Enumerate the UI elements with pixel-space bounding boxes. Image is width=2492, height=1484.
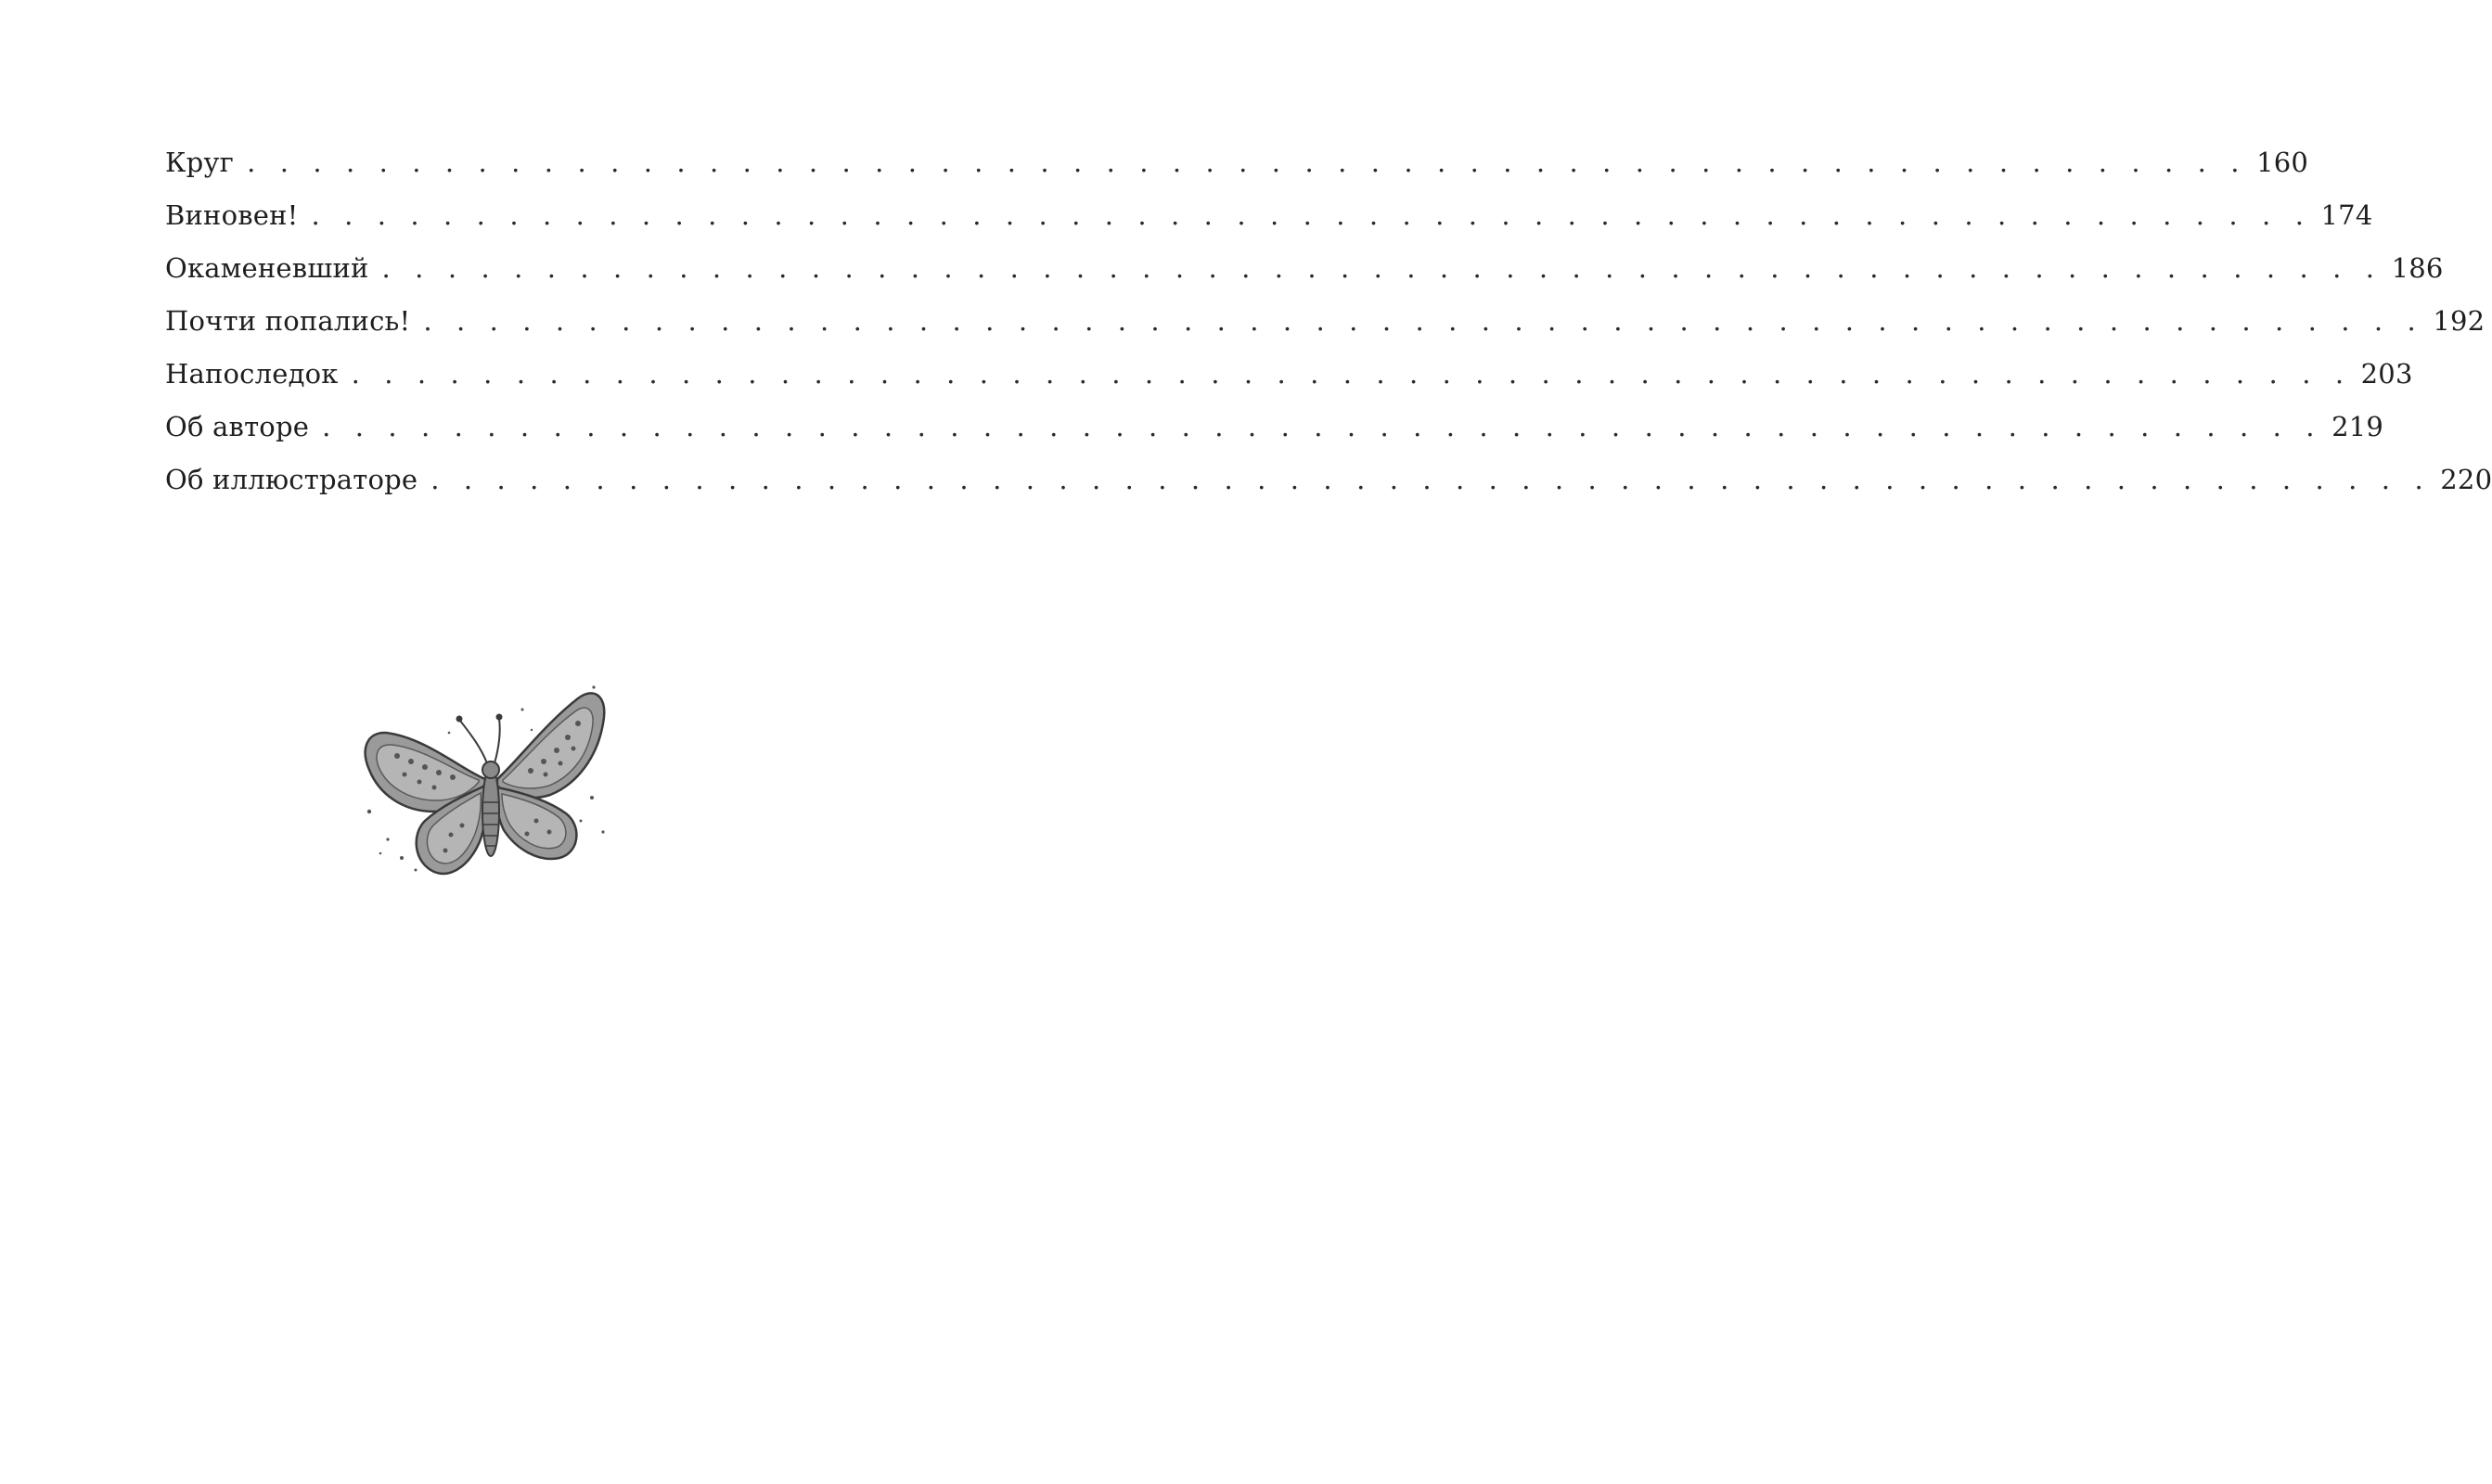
- toc-entry-page: 186: [2391, 252, 2444, 284]
- toc-entry-title: Виновен!: [165, 199, 299, 231]
- butterfly-head: [482, 761, 499, 778]
- toc-leader-dots: . . . . . . . . . . . . . . . . . . . . . . . . . . . . . . . . . . . . . . . . . . . . . . . . . . . . . . . . . . . . .: [381, 252, 2383, 284]
- toc-leader-dots: . . . . . . . . . . . . . . . . . . . . . . . . . . . . . . . . . . . . . . . . . . . . . . . . . . . . . . . . . . . . .: [311, 199, 2312, 231]
- toc-entry-krug[interactable]: [165, 141, 2309, 194]
- toc-entry-pochti-popalis[interactable]: [165, 300, 2486, 352]
- toc-entry-title: Напоследок: [165, 358, 339, 390]
- toc-entry-vinoven[interactable]: [165, 194, 2373, 247]
- table-of-contents: [165, 141, 2492, 511]
- toc-entry-page: 174: [2320, 199, 2373, 231]
- toc-leader-dots: . . . . . . . . . . . . . . . . . . . . . . . . . . . . . . . . . . . . . . . . . . . . . . . . . . . . . . . . . . . . .: [322, 411, 2323, 442]
- toc-entry-page: 220: [2440, 464, 2492, 495]
- right-antenna: [495, 719, 500, 763]
- toc-entry-title: Об иллюстраторе: [165, 464, 418, 495]
- butterfly-body: [482, 767, 499, 856]
- toc-entry-title: Окаменевший: [165, 252, 369, 284]
- toc-entry-okamenevshiy[interactable]: [165, 247, 2444, 300]
- toc-leader-dots: . . . . . . . . . . . . . . . . . . . . . . . . . . . . . . . . . . . . . . . . . . . . . . . . . . . . . . . . . . . . .: [430, 464, 2432, 495]
- toc-entry-title: Почти попались!: [165, 305, 411, 337]
- toc-leader-dots: . . . . . . . . . . . . . . . . . . . . . . . . . . . . . . . . . . . . . . . . . . . . . . . . . . . . . . . . . . . . .: [247, 147, 2248, 178]
- toc-leader-dots: . . . . . . . . . . . . . . . . . . . . . . . . . . . . . . . . . . . . . . . . . . . . . . . . . . . . . . . . . . . . .: [351, 358, 2352, 390]
- toc-entry-title: Об авторе: [165, 411, 310, 442]
- toc-entry-page: 203: [2360, 358, 2413, 390]
- toc-entry-naposledok[interactable]: [165, 352, 2413, 405]
- toc-entry-ob-illyustratore[interactable]: [165, 458, 2492, 511]
- toc-entry-page: 160: [2256, 147, 2309, 178]
- toc-entry-ob-avtore[interactable]: [165, 405, 2384, 458]
- toc-entry-page: 192: [2433, 305, 2486, 337]
- toc-entry-title: Круг: [165, 147, 235, 178]
- toc-entry-page: 219: [2331, 411, 2384, 442]
- toc-leader-dots: . . . . . . . . . . . . . . . . . . . . . . . . . . . . . . . . . . . . . . . . . . . . . . . . . . . . . . . . . . . . .: [423, 305, 2424, 337]
- left-antenna: [460, 721, 487, 763]
- butterfly-icon: [360, 682, 610, 881]
